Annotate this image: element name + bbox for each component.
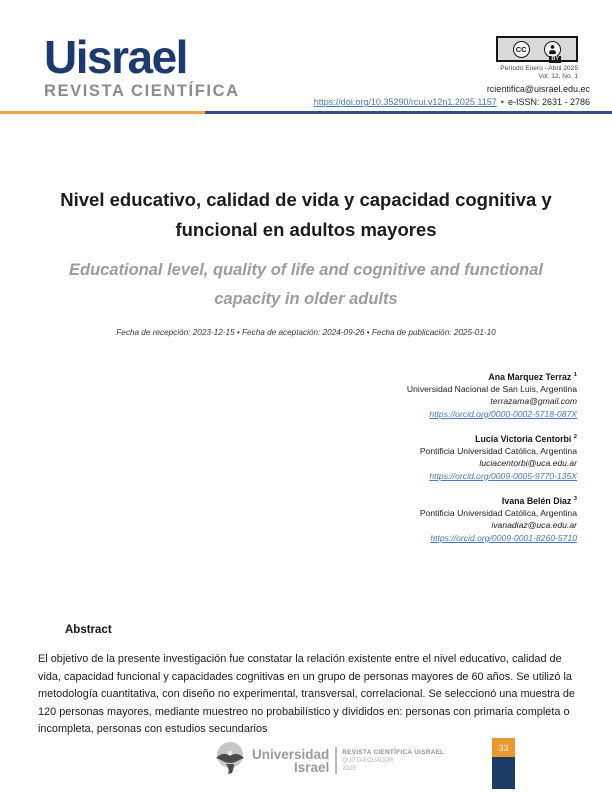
author-entry xyxy=(407,493,577,544)
footer-journal-name: REVISTA CIENTÍFICA UISRAEL xyxy=(342,749,445,756)
footer-journal-city: QUITO-ECUADOR xyxy=(342,758,394,764)
issn-label: e-ISSN: 2631 - 2786 xyxy=(507,97,590,107)
author-name-text: Ana Marquez Terraz xyxy=(488,371,572,382)
authors-block xyxy=(407,369,577,555)
footer-journal-year: 2025 xyxy=(342,766,356,772)
author-affiliation: Pontificia Universidad Católica, Argentina xyxy=(419,507,577,518)
author-footnote-marker: 1 xyxy=(573,372,577,378)
university-word-bottom: Israel xyxy=(294,759,330,775)
author-name xyxy=(407,369,577,383)
by-label: BY xyxy=(551,56,559,62)
university-wordmark xyxy=(252,748,329,774)
author-email: ivanadiaz@uca.edu.ar xyxy=(491,519,577,530)
header-rule-navy xyxy=(205,111,612,114)
article-title-spanish: Nivel educativo, calidad de vida y capacidad cognitiva y funcional en adultos mayores xyxy=(60,189,552,240)
author-name-text: Ivana Belén Diaz xyxy=(501,495,572,506)
author-orcid xyxy=(407,531,577,544)
footer-divider xyxy=(335,747,337,774)
author-entry xyxy=(407,431,577,482)
header-rule-orange xyxy=(0,111,205,114)
cc-by-license-badge xyxy=(496,36,578,62)
doi-link[interactable]: https://doi.org/10.35290/rcui.v12n1.2025.1157 xyxy=(313,97,497,107)
orcid-link[interactable]: https://orcid.org/0000-0002-5718-087X xyxy=(429,408,577,419)
page-number-ribbon xyxy=(492,757,515,789)
cc-icon: CC xyxy=(513,41,530,58)
header-info-block xyxy=(314,36,590,107)
author-footnote-marker: 3 xyxy=(573,495,577,502)
author-entry xyxy=(407,369,577,420)
condor-emblem-icon xyxy=(212,739,248,782)
article-dates: Fecha de recepción: 2023-12-15 • Fecha de aceptación: 2024-09-26 • Fecha de publicación: 2025-01-10 xyxy=(116,328,496,337)
journal-email: rcientifica@uisrael.edu.ec xyxy=(486,84,590,94)
author-footnote-marker: 2 xyxy=(573,433,577,440)
author-orcid xyxy=(407,469,577,482)
footer-university-logo xyxy=(212,739,444,782)
volume-number: Vol. 12, No. 1 xyxy=(538,73,578,80)
author-name-text: Lucía Victoria Centorbi xyxy=(475,433,572,444)
author-orcid xyxy=(407,407,577,420)
article-title-english: Educational level, quality of life and cognitive and functional capacity in older adults xyxy=(69,261,543,308)
author-email: terrazama@gmail.com xyxy=(490,395,577,406)
page-number-badge: 33 xyxy=(492,738,515,757)
journal-logo-title: Uisrael xyxy=(44,31,187,83)
attribution-person-icon xyxy=(544,41,561,58)
bullet-separator: • xyxy=(500,97,504,107)
author-name xyxy=(407,493,577,507)
issue-period: Período Enero - Abril 2025 xyxy=(500,65,578,72)
orcid-link[interactable]: https://orcid.org/0009-0005-9770-135X xyxy=(429,470,577,481)
orcid-link[interactable]: https://orcid.org/0009-0001-8260-5710 xyxy=(430,532,577,543)
author-affiliation: Pontificia Universidad Católica, Argentina xyxy=(419,445,577,456)
doi-issn-line xyxy=(314,97,590,107)
author-email: luciacentorbi@uca.edu.ar xyxy=(479,457,577,468)
author-affiliation: Universidad Nacional de San Luis, Argentina xyxy=(406,383,577,394)
university-word-top: Universidad xyxy=(252,746,330,762)
abstract-text: El objetivo de la presente investigación fue constatar la relación existente entre el nivel educativo, calidad de vida, capacidad funcional y capacidades cognitivas en un grupo de personas mayores de 60 años. Se utilizó la metodología cuantitativa, con diseño no experimental, transversal, correlacional. Se seleccionó una muestra de 120 personas mayores, mediante muestreo no probabilístico y divididos en: personas con primaria completa o incompleta, personas con estudios secundarios xyxy=(38,653,575,736)
journal-logo-subtitle: REVISTA CIENTÍFICA xyxy=(44,82,240,100)
footer-journal-block xyxy=(342,748,444,773)
abstract-heading: Abstract xyxy=(65,624,112,636)
author-name xyxy=(407,431,577,445)
journal-logo xyxy=(44,31,240,101)
